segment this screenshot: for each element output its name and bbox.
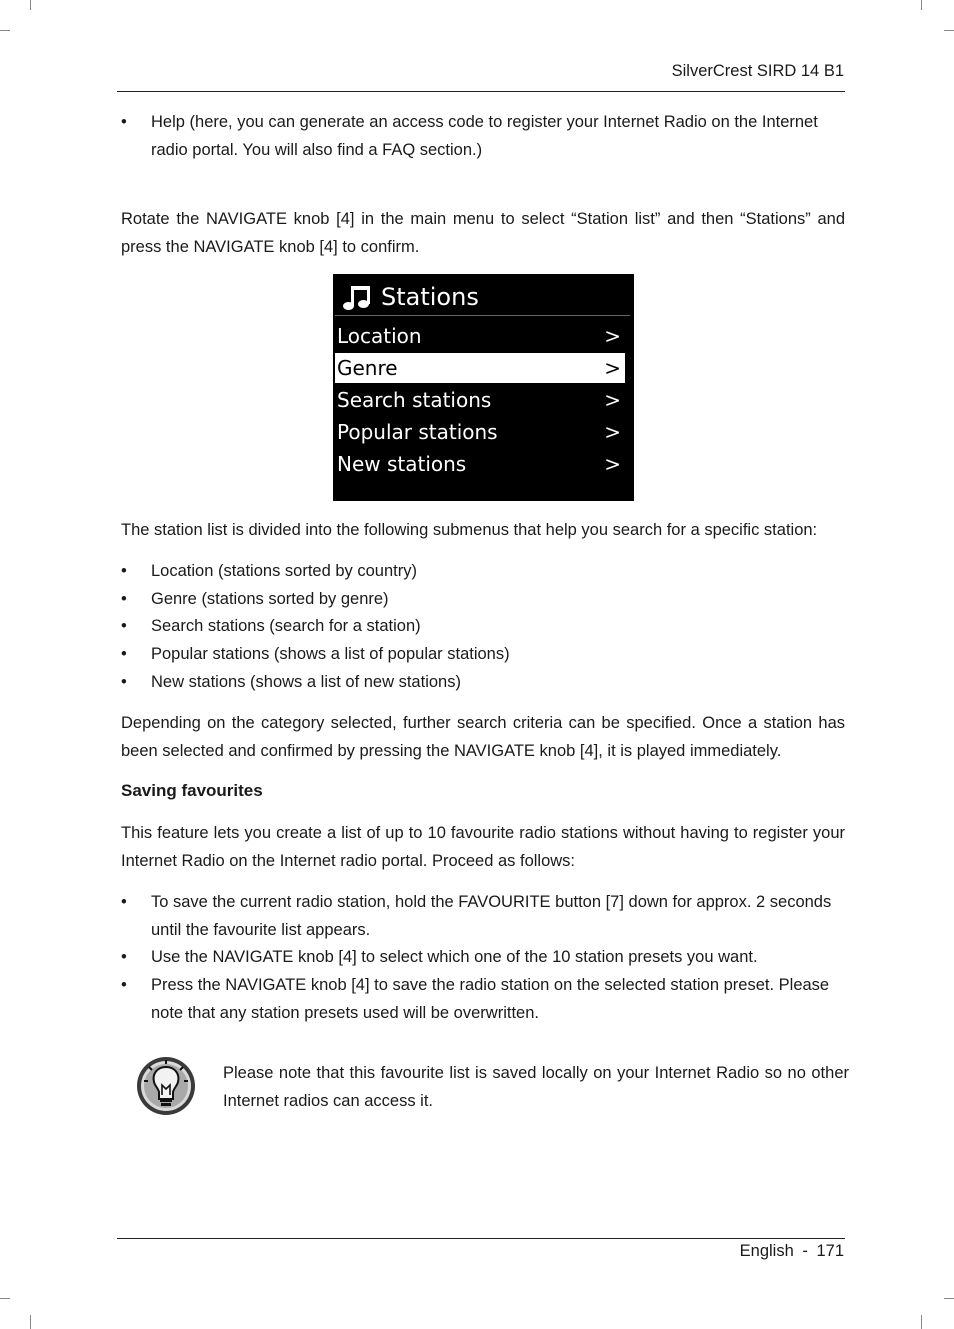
list-item: • Help (here, you can generate an access code to register your Internet Radio on the Internet radio portal. You will also find a FAQ section.) — [121, 108, 845, 164]
menu-item-location[interactable] — [335, 321, 625, 351]
list-item: • To save the current radio station, hold the FAVOURITE button [7] down for approx. 2 seconds until the favourite list appears. — [121, 888, 845, 944]
list-item: • Popular stations (shows a list of popular stations) — [121, 640, 845, 668]
list-item: • Search stations (search for a station) — [121, 612, 845, 640]
list-item: • Press the NAVIGATE knob [4] to save the radio station on the selected station preset. Please note that any station presets used will be overwritten. — [121, 971, 845, 1027]
lightbulb-icon — [135, 1055, 197, 1117]
crop-mark — [921, 0, 922, 10]
screen-divider — [335, 315, 630, 316]
favourites-paragraph: This feature lets you create a list of up to 10 favourite radio stations without having to register your Internet Radio on the Internet radio portal. Proceed as follows: — [121, 824, 845, 870]
section-heading: Saving favourites — [121, 781, 263, 800]
menu-item-label: Popular stations — [337, 420, 498, 444]
depending-paragraph: Depending on the category selected, further search criteria can be specified. Once a station has been selected and confirmed by pressing the NAVIGATE knob [4], it is played immediately. — [121, 714, 845, 760]
menu-item-label: Genre — [337, 356, 398, 380]
chevron-right-icon: > — [604, 324, 621, 348]
menu-item-popular-stations[interactable] — [335, 417, 625, 447]
footer-separator: - — [802, 1242, 808, 1260]
crop-mark — [30, 1315, 31, 1329]
crop-mark — [944, 30, 954, 31]
page-number: 171 — [816, 1242, 844, 1260]
crop-mark — [0, 1298, 10, 1299]
menu-item-new-stations[interactable] — [335, 449, 625, 479]
menu-item-label: New stations — [337, 452, 467, 476]
footer — [740, 1242, 844, 1261]
footer-rule — [117, 1238, 845, 1239]
chevron-right-icon: > — [604, 356, 621, 380]
list-item: • Genre (stations sorted by genre) — [121, 585, 845, 613]
chevron-right-icon: > — [604, 388, 621, 412]
list-item: • New stations (shows a list of new stations) — [121, 668, 845, 696]
menu-item-label: Location — [337, 324, 422, 348]
crop-mark — [921, 1315, 922, 1329]
chevron-right-icon: > — [604, 452, 621, 476]
crop-mark — [0, 30, 10, 31]
menu-item-genre[interactable] — [335, 353, 625, 383]
radio-display-screen — [333, 274, 634, 501]
intro-paragraph: Rotate the NAVIGATE knob [4] in the main menu to select “Station list” and then “Stations” and press the NAVIGATE knob [4] to confirm. — [121, 210, 845, 256]
screen-title: Stations — [381, 283, 479, 311]
chevron-right-icon: > — [604, 420, 621, 444]
music-note-icon — [342, 284, 372, 312]
header-rule — [117, 91, 845, 92]
header-title: SilverCrest SIRD 14 B1 — [671, 62, 844, 80]
crop-mark — [944, 1298, 954, 1299]
list-item: • Use the NAVIGATE knob [4] to select which one of the 10 station presets you want. — [121, 943, 845, 971]
crop-mark — [30, 0, 31, 10]
tip-text: Please note that this favourite list is saved locally on your Internet Radio so no other Internet radios can access it. — [223, 1064, 849, 1110]
footer-language: English — [739, 1242, 794, 1260]
menu-item-label: Search stations — [337, 388, 492, 412]
list-item: • Location (stations sorted by country) — [121, 557, 845, 585]
submenu-intro: The station list is divided into the following submenus that help you search for a specific station: — [121, 521, 818, 539]
menu-item-search-stations[interactable] — [335, 385, 625, 415]
